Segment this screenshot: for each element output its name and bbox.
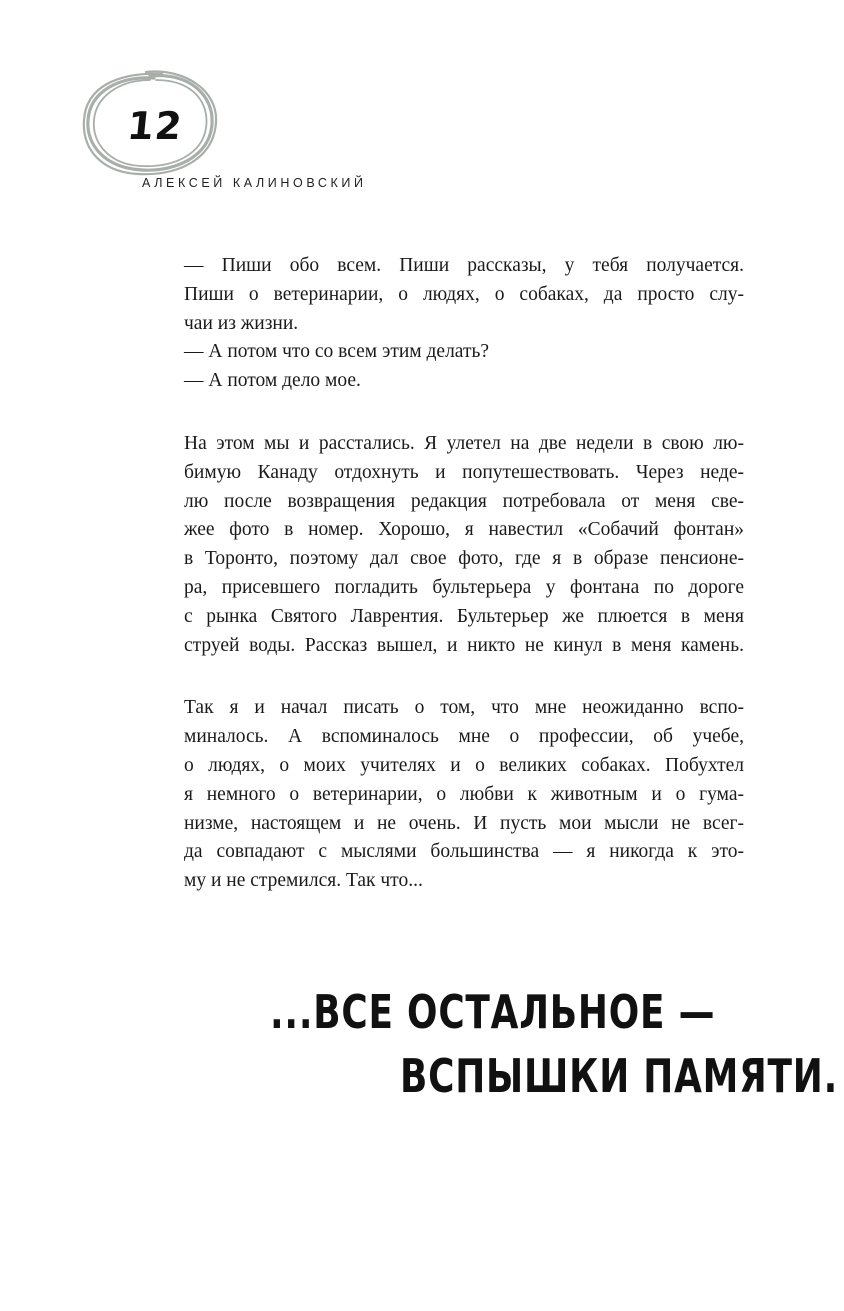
text-line: да совпадают с мыслями большинства — я никогда к это- <box>184 841 744 863</box>
pull-quote <box>270 980 839 1108</box>
pull-quote-line: ВСПЫШКИ ПАМЯТИ. <box>400 1049 839 1103</box>
text-line: бимую Канаду отдохнуть и попутешествовать. Через неде- <box>184 461 744 483</box>
text-line: На этом мы и расстались. Я улетел на две недели в свою лю- <box>184 432 744 454</box>
text-line: миналось. А вспоминалось мне о профессии, об учебе, <box>184 726 744 748</box>
text-line: Так я и начал писать о том, что мне неожиданно вспо- <box>184 697 744 719</box>
text-line: жее фото в номер. Хорошо, я навестил «Собачий фонтан» <box>184 519 744 541</box>
running-header-author: АЛЕКСЕЙ КАЛИНОВСКИЙ <box>142 176 367 190</box>
paragraph <box>184 694 744 896</box>
body-text <box>184 252 744 896</box>
text-line: о людях, о моих учителях и о великих собаках. Побухтел <box>184 754 744 776</box>
text-line: низме, настоящем и не очень. И пусть мои мысли не всег- <box>184 812 744 834</box>
text-line: чаи из жизни. <box>184 312 299 334</box>
text-line: — А потом что со всем этим делать? <box>184 341 490 363</box>
text-line: лю после возвращения редакция потребовала от меня све- <box>184 490 744 512</box>
text-line: с рынка Святого Лаврентия. Бультерьер же плюется в меня <box>184 605 744 627</box>
text-line: — Пиши обо всем. Пиши рассказы, у тебя получается. <box>184 255 744 276</box>
paragraph <box>184 252 744 396</box>
page-number-badge <box>80 66 220 178</box>
page-number: 12 <box>125 104 185 148</box>
text-line: му и не стремился. Так что... <box>184 870 423 892</box>
text-line: ра, присевшего погладить бультерьера у фонтана по дороге <box>184 576 744 598</box>
text-line: струей воды. Рассказ вышел, и никто не кинул в меня камень. <box>184 634 744 656</box>
pull-quote-line: ...ВСЕ ОСТАЛЬНОЕ — <box>270 985 716 1039</box>
paragraph <box>184 430 744 660</box>
text-line: — А потом дело мое. <box>184 370 361 392</box>
text-line: Пиши о ветеринарии, о людях, о собаках, да просто слу- <box>184 283 744 305</box>
text-line: в Торонто, поэтому дал свое фото, где я в образе пенсионе- <box>184 548 744 570</box>
text-line: я немного о ветеринарии, о любви к животным и о гума- <box>184 783 744 805</box>
